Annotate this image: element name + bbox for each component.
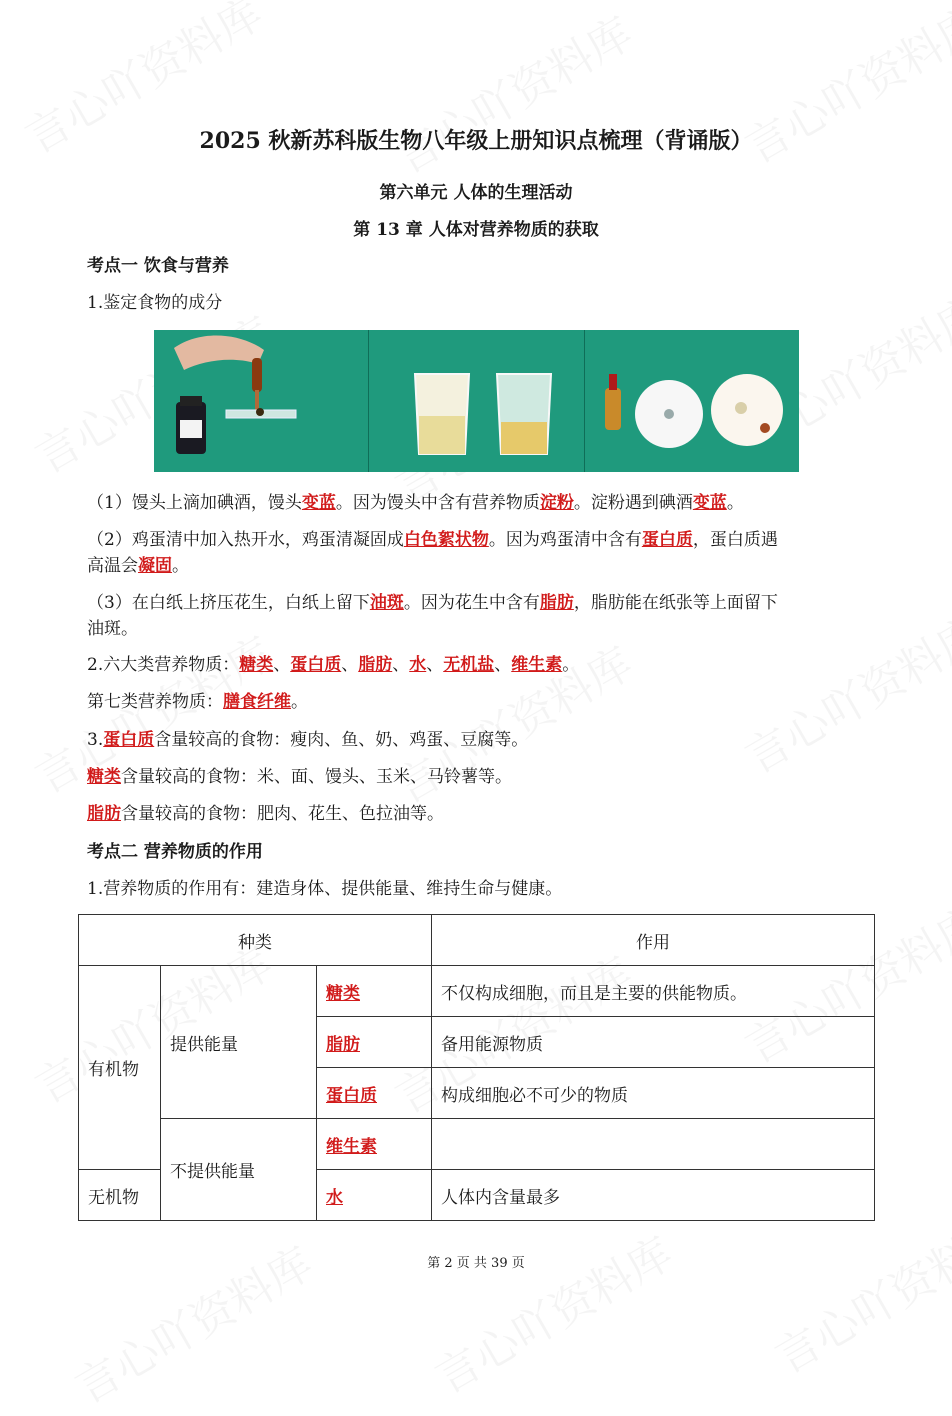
kp2-intro: 1.营养物质的作用有：建造身体、提供能量、维持生命与健康。	[87, 879, 563, 899]
answer: 维生素	[326, 1136, 377, 1157]
answer: 脂肪	[539, 593, 574, 613]
answer: 维生素	[511, 655, 563, 675]
text: 、	[426, 655, 444, 675]
table-header-use: 作用	[432, 915, 875, 966]
energy-cell: 提供能量	[161, 966, 317, 1119]
nutrient-function-table	[78, 914, 875, 1221]
text: 。淀粉遇到碘酒	[573, 493, 693, 513]
answer: 白色絮状物	[403, 530, 489, 550]
egg-white-beakers-photo	[368, 330, 583, 472]
table-row	[79, 1119, 875, 1170]
text: （2）鸡蛋清中加入热开水，鸡蛋清凝固成	[87, 530, 404, 550]
text: 第七类营养物质：	[87, 692, 223, 712]
answer: 蛋白质	[326, 1085, 377, 1106]
page-footer: 第 2 页 共 39 页	[427, 1256, 525, 1271]
answer: 脂肪	[326, 1034, 360, 1055]
text: 高温会	[87, 556, 138, 576]
text: 油斑。	[87, 619, 138, 639]
text: ，脂肪能在纸张等上面留下	[573, 593, 778, 613]
food-line-sugar	[87, 764, 877, 790]
answer: 水	[409, 655, 427, 675]
seventh-nutrient	[87, 689, 877, 715]
answer: 油斑	[369, 593, 404, 613]
text: 、	[494, 655, 512, 675]
paragraph-protein	[87, 527, 877, 579]
food-line-fat	[87, 801, 877, 827]
text: 。因为鸡蛋清中含有	[488, 530, 642, 550]
experiment-photos	[154, 330, 799, 472]
answer: 蛋白质	[290, 655, 342, 675]
text: 。	[726, 493, 744, 513]
unit-heading: 第六单元 人体的生理活动	[379, 183, 573, 203]
text: 、	[341, 655, 359, 675]
section-heading-kp2: 考点二 营养物质的作用	[87, 842, 263, 862]
text: 3.	[87, 730, 104, 750]
use-cell: 构成细胞必不可少的物质	[432, 1068, 875, 1119]
document-title: 2025 秋新苏科版生物八年级上册知识点梳理（背诵版）	[199, 128, 753, 154]
text: 。	[562, 655, 580, 675]
answer: 蛋白质	[641, 530, 693, 550]
text: 。	[172, 556, 189, 576]
section-heading-kp1: 考点一 饮食与营养	[87, 256, 229, 276]
text: （1）馒头上滴加碘酒，馒头	[87, 493, 302, 513]
text: 2.六大类营养物质：	[87, 655, 240, 675]
answer: 糖类	[87, 767, 121, 787]
peanut-paper-photo	[584, 330, 799, 472]
text: ，蛋白质遇	[692, 530, 778, 550]
text: 。	[291, 692, 308, 712]
paragraph-starch	[87, 490, 877, 516]
answer: 糖类	[326, 983, 360, 1004]
text: 含量较高的食物：米、面、馒头、玉米、马铃薯等。	[121, 767, 512, 787]
text: 含量较高的食物：瘦肉、鱼、奶、鸡蛋、豆腐等。	[154, 730, 529, 750]
text: 。因为花生中含有	[403, 593, 540, 613]
answer: 蛋白质	[103, 730, 155, 750]
table-row	[79, 966, 875, 1017]
answer: 脂肪	[358, 655, 393, 675]
use-cell: 备用能源物质	[432, 1017, 875, 1068]
chapter-heading: 第 13 章 人体对营养物质的获取	[353, 220, 599, 240]
six-nutrients	[87, 652, 877, 678]
answer: 变蓝	[692, 493, 727, 513]
food-line-protein	[87, 727, 877, 753]
answer: 淀粉	[539, 493, 574, 513]
text: 、	[273, 655, 291, 675]
answer: 脂肪	[87, 804, 121, 824]
answer: 糖类	[239, 655, 274, 675]
answer: 无机盐	[443, 655, 495, 675]
inorganic-cell: 无机物	[79, 1170, 161, 1221]
table-header-row	[79, 915, 875, 966]
answer: 变蓝	[301, 493, 336, 513]
text: 、	[392, 655, 410, 675]
use-cell	[432, 1119, 875, 1170]
subsection-title: 1.鉴定食物的成分	[87, 293, 223, 313]
answer: 膳食纤维	[223, 692, 291, 712]
answer: 水	[326, 1187, 343, 1208]
paragraph-fat	[87, 590, 877, 642]
table-header-type: 种类	[79, 915, 432, 966]
text: （3）在白纸上挤压花生，白纸上留下	[87, 593, 370, 613]
answer: 凝固	[138, 556, 172, 576]
use-cell: 不仅构成细胞，而且是主要的供能物质。	[432, 966, 875, 1017]
text: 。因为馒头中含有营养物质	[335, 493, 540, 513]
no-energy-cell: 不提供能量	[161, 1119, 317, 1221]
iodine-test-photo	[154, 330, 368, 472]
organic-cell: 有机物	[79, 966, 161, 1170]
use-cell: 人体内含量最多	[432, 1170, 875, 1221]
text: 含量较高的食物：肥肉、花生、色拉油等。	[121, 804, 444, 824]
